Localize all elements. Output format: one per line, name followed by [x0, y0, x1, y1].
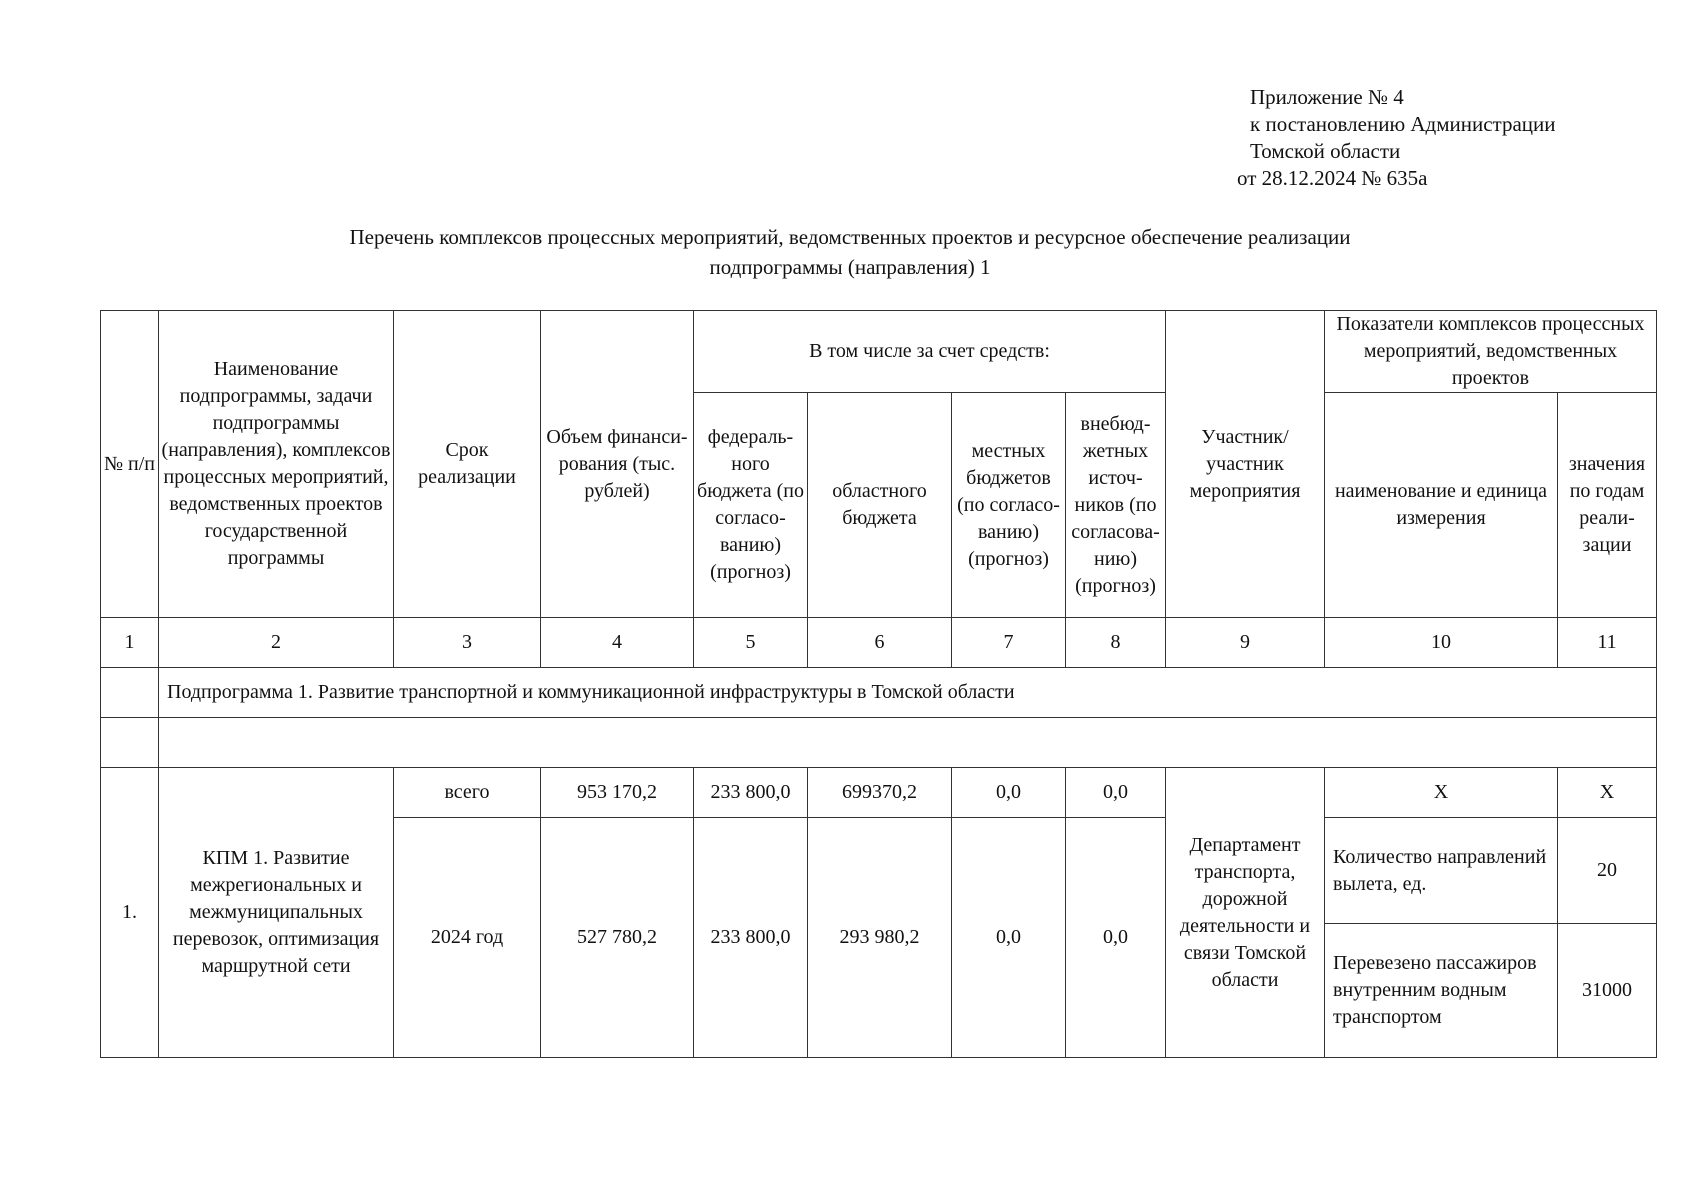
- col-number: 1: [101, 618, 159, 668]
- header-indicator-name: наименование и единица измерения: [1325, 393, 1558, 618]
- header-federal: федерального бюджета (по согласованию) (прогноз): [694, 393, 808, 618]
- extra-2024: 0,0: [1066, 818, 1166, 1058]
- regional-total: 699370,2: [808, 768, 952, 818]
- subprogram-row: [101, 668, 1657, 718]
- header-local: местных бюджетов (по согласованию) (прогноз): [952, 393, 1066, 618]
- header-including: В том числе за счет средств:: [694, 311, 1166, 393]
- volume-total: 953 170,2: [541, 768, 694, 818]
- header-indicator-values: значения по годам реализации: [1558, 393, 1657, 618]
- col-number: 5: [694, 618, 808, 668]
- federal-2024: 233 800,0: [694, 818, 808, 1058]
- measure-name: КПМ 1. Развитие межрегиональных и межмуниципальных перевозок, оптимизация маршрутной сети: [159, 768, 394, 1058]
- term-total: всего: [394, 768, 541, 818]
- subprogram-title: Подпрограмма 1. Развитие транспортной и коммуникационной инфраструктуры в Томской области: [159, 668, 1657, 718]
- row-number: 1.: [101, 768, 159, 1058]
- local-total: 0,0: [952, 768, 1066, 818]
- appendix-line-1: Приложение № 4: [1250, 85, 1404, 109]
- appendix-date: от 28.12.2024 № 635а: [1237, 166, 1428, 190]
- header-participant: Участник/ участник мероприятия: [1166, 311, 1325, 618]
- volume-2024: 527 780,2: [541, 818, 694, 1058]
- title-line-1: Перечень комплексов процессных мероприятий, ведомственных проектов и ресурсное обеспечение реализации: [349, 225, 1351, 249]
- indicator-name-total: Х: [1325, 768, 1558, 818]
- indicator-name: Перевезено пассажиров внутренним водным транспортом: [1325, 924, 1558, 1058]
- col-number: 6: [808, 618, 952, 668]
- subprogram-num-cell: [101, 668, 159, 718]
- participant: Департамент транспорта, дорожной деятельности и связи Томской области: [1166, 768, 1325, 1058]
- col-number: 10: [1325, 618, 1558, 668]
- appendix-block: [1237, 84, 1556, 192]
- empty-cell: [101, 718, 159, 768]
- empty-row: [101, 718, 1657, 768]
- col-number: 3: [394, 618, 541, 668]
- appendix-line-3: Томской области: [1250, 139, 1401, 163]
- empty-cell: [159, 718, 1657, 768]
- document-title: [100, 222, 1600, 282]
- col-number: 4: [541, 618, 694, 668]
- col-number: 7: [952, 618, 1066, 668]
- header-indicators: Показатели комплексов процессных мероприятий, ведомственных проектов: [1325, 311, 1657, 393]
- header-name: Наименование подпрограммы, задачи подпрограммы (направления), комплексов процессных мероприятий, ведомственных проектов государственной программы: [159, 311, 394, 618]
- header-regional: областного бюджета: [808, 393, 952, 618]
- table-row-total: [101, 768, 1657, 818]
- indicator-name: Количество направлений вылета, ед.: [1325, 818, 1558, 924]
- federal-total: 233 800,0: [694, 768, 808, 818]
- header-num: № п/п: [101, 311, 159, 618]
- col-number: 11: [1558, 618, 1657, 668]
- indicator-value: 31000: [1558, 924, 1657, 1058]
- local-2024: 0,0: [952, 818, 1066, 1058]
- header-extra: внебюджетных источников (по согласованию) (прогноз): [1066, 393, 1166, 618]
- header-volume: Объем финансирования (тыс. рублей): [541, 311, 694, 618]
- header-term: Срок реализации: [394, 311, 541, 618]
- resource-table: [100, 310, 1657, 1058]
- extra-total: 0,0: [1066, 768, 1166, 818]
- col-number: 9: [1166, 618, 1325, 668]
- appendix-line-2: к постановлению Администрации: [1250, 112, 1556, 136]
- title-line-2: подпрограммы (направления) 1: [709, 255, 991, 279]
- col-number: 8: [1066, 618, 1166, 668]
- term-2024: 2024 год: [394, 818, 541, 1058]
- indicator-value: 20: [1558, 818, 1657, 924]
- indicator-value-total: Х: [1558, 768, 1657, 818]
- column-numbers-row: [101, 618, 1657, 668]
- regional-2024: 293 980,2: [808, 818, 952, 1058]
- col-number: 2: [159, 618, 394, 668]
